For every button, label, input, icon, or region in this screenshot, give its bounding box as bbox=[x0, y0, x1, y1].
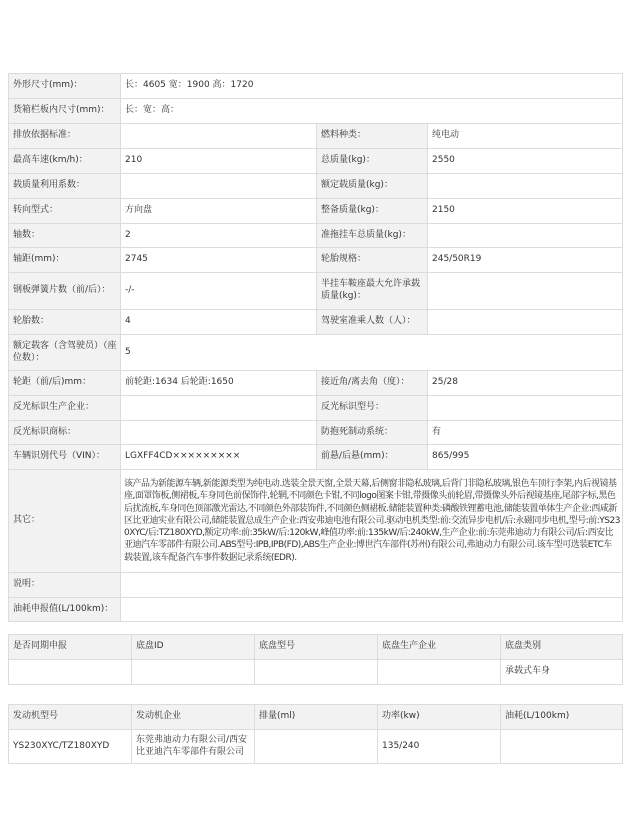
reflect-brand-label: 反光标识商标： bbox=[9, 421, 121, 445]
chassis-header-row bbox=[9, 635, 623, 660]
curb-mass-label: 整备质量(kg)： bbox=[317, 199, 428, 224]
chassis-model-value bbox=[255, 660, 378, 685]
reflect-brand-value bbox=[121, 421, 317, 445]
other-label: 其它： bbox=[9, 470, 121, 573]
steering-value: 方向盘 bbox=[121, 199, 317, 224]
spec-row-emission bbox=[9, 124, 623, 149]
engine-header-power: 功率(kw) bbox=[378, 705, 501, 730]
chassis-header-model: 底盘型号 bbox=[255, 635, 378, 660]
angle-value: 25/28 bbox=[428, 371, 623, 396]
angle-label: 接近角/离去角（度）： bbox=[317, 371, 428, 396]
tire-label: 轮胎规格： bbox=[317, 248, 428, 273]
spec-row-steering bbox=[9, 199, 623, 224]
tire-value: 245/50R19 bbox=[428, 248, 623, 273]
curb-mass-value: 2150 bbox=[428, 199, 623, 224]
engine-header-row bbox=[9, 705, 623, 730]
chassis-type-value: 承载式车身 bbox=[501, 660, 623, 685]
dims-label: 外形尺寸(mm)： bbox=[9, 74, 121, 99]
rated-load-label: 额定载质量(kg)： bbox=[317, 174, 428, 199]
emission-label: 排放依据标准： bbox=[9, 124, 121, 149]
trailer-mass-value bbox=[428, 224, 623, 248]
spec-row-spring bbox=[9, 273, 623, 310]
axles-value: 2 bbox=[121, 224, 317, 248]
chassis-header-sync: 是否同期申报 bbox=[9, 635, 132, 660]
spec-row-axles bbox=[9, 224, 623, 248]
spec-row-vin bbox=[9, 445, 623, 470]
other-value: 该产品为新能源车辆,新能源类型为纯电动.选装全景天窗,全景天幕,后侧窗非隐私玻璃,后背门非隐私玻璃,银色车顶行李架,内后视镜基座,面罩饰板,侧裙板,车身同色前保饰件,轮辋,不同颜色卡钳,不同logo图案卡钳,带摄像头前轮眉,带摄像头外后视镜基座,尾部字标,黑色后扰流板,车身同色顶部激光雷达,不同颜色外部装饰件,不同颜色侧裙板.储能装置种类:磷酸铁锂蓄电池,储能装置单体生产企业:西咸新区比亚迪实业有限公司,储能装置总成生产企业:西安弗迪电池有限公司.驱动电机类型:前:交流异步电机/后:永磁同步电机,型号:前:YS230XYC/后:TZ180XYD,额定功率:前:35kW/后:120kW,峰值功率:前:135kW/后:240kW,生产企业:前:东莞弗迪动力有限公司/后:西安比亚迪汽车零部件有限公司.ABS型号:IPB,IPB(FD),ABS生产企业:博世汽车部件(苏州)有限公司,弗迪动力有限公司.该车型可选装ETC车载装置,该车配备汽车事件数据记录系统(EDR). bbox=[121, 470, 623, 573]
saddle-label: 半挂车鞍座最大允许承载质量(kg)： bbox=[317, 273, 428, 310]
spec-row-wheelbase bbox=[9, 248, 623, 273]
axles-label: 轴数： bbox=[9, 224, 121, 248]
steering-label: 转向型式： bbox=[9, 199, 121, 224]
reflect-model-label: 反光标识型号： bbox=[317, 396, 428, 421]
passengers-label: 额定载客（含驾驶员）（座位数）： bbox=[9, 335, 121, 371]
chassis-table bbox=[8, 634, 623, 685]
emission-value bbox=[121, 124, 317, 149]
overhang-label: 前悬/后悬(mm)： bbox=[317, 445, 428, 470]
spec-row-dimensions bbox=[9, 74, 623, 99]
wheelbase-value: 2745 bbox=[121, 248, 317, 273]
tires-count-label: 轮胎数： bbox=[9, 310, 121, 335]
speed-label: 最高车速(km/h)： bbox=[9, 149, 121, 174]
fuel-consumption-label: 油耗申报值(L/100km)： bbox=[9, 598, 121, 622]
engine-data-row bbox=[9, 730, 623, 764]
abs-value: 有 bbox=[428, 421, 623, 445]
spec-row-load bbox=[9, 174, 623, 199]
fuel-value: 纯电动 bbox=[428, 124, 623, 149]
spec-row-cargo bbox=[9, 99, 623, 124]
vin-label: 车辆识别代号（VIN）： bbox=[9, 445, 121, 470]
spec-row-track bbox=[9, 371, 623, 396]
reflect-maker-value bbox=[121, 396, 317, 421]
spec-row-other bbox=[9, 470, 623, 573]
saddle-value bbox=[428, 273, 623, 310]
track-value: 前轮距:1634 后轮距:1650 bbox=[121, 371, 317, 396]
load-coef-label: 载质量利用系数： bbox=[9, 174, 121, 199]
vin-value: LGXFF4CD××××××××× bbox=[121, 445, 317, 470]
spec-row-note bbox=[9, 573, 623, 598]
cab-value bbox=[428, 310, 623, 335]
engine-header-model: 发动机型号 bbox=[9, 705, 132, 730]
speed-value: 210 bbox=[121, 149, 317, 174]
wheelbase-label: 轴距(mm)： bbox=[9, 248, 121, 273]
chassis-maker-value bbox=[378, 660, 501, 685]
chassis-header-type: 底盘类别 bbox=[501, 635, 623, 660]
load-coef-value bbox=[121, 174, 317, 199]
chassis-id-value bbox=[132, 660, 255, 685]
engine-consumption-value bbox=[501, 730, 623, 764]
spec-row-fuel-consumption bbox=[9, 598, 623, 622]
chassis-header-maker: 底盘生产企业 bbox=[378, 635, 501, 660]
chassis-header-id: 底盘ID bbox=[132, 635, 255, 660]
vehicle-spec-table bbox=[8, 73, 623, 622]
passengers-value: 5 bbox=[121, 335, 623, 371]
trailer-mass-label: 准拖挂车总质量(kg)： bbox=[317, 224, 428, 248]
spec-row-passengers bbox=[9, 335, 623, 371]
spec-row-reflect bbox=[9, 396, 623, 421]
engine-maker-value: 东莞弗迪动力有限公司/西安比亚迪汽车零部件有限公司 bbox=[132, 730, 255, 764]
total-mass-label: 总质量(kg)： bbox=[317, 149, 428, 174]
spring-label: 钢板弹簧片数（前/后）： bbox=[9, 273, 121, 310]
cargo-value: 长：宽：高： bbox=[121, 99, 623, 124]
cab-label: 驾驶室准乘人数（人）： bbox=[317, 310, 428, 335]
spec-row-speed bbox=[9, 149, 623, 174]
fuel-consumption-value bbox=[121, 598, 623, 622]
engine-header-displacement: 排量(ml) bbox=[255, 705, 378, 730]
reflect-model-value bbox=[428, 396, 623, 421]
note-value bbox=[121, 573, 623, 598]
spring-value: -/- bbox=[121, 273, 317, 310]
cargo-label: 货箱栏板内尺寸(mm)： bbox=[9, 99, 121, 124]
engine-header-maker: 发动机企业 bbox=[132, 705, 255, 730]
chassis-data-row bbox=[9, 660, 623, 685]
fuel-label: 燃料种类： bbox=[317, 124, 428, 149]
spec-row-abs bbox=[9, 421, 623, 445]
total-mass-value: 2550 bbox=[428, 149, 623, 174]
engine-model-value: YS230XYC/TZ180XYD bbox=[9, 730, 132, 764]
reflect-maker-label: 反光标识生产企业： bbox=[9, 396, 121, 421]
note-label: 说明： bbox=[9, 573, 121, 598]
spec-row-tires bbox=[9, 310, 623, 335]
engine-header-consumption: 油耗(L/100km) bbox=[501, 705, 623, 730]
abs-label: 防抱死制动系统： bbox=[317, 421, 428, 445]
engine-table bbox=[8, 704, 623, 764]
tires-count-value: 4 bbox=[121, 310, 317, 335]
engine-displacement-value bbox=[255, 730, 378, 764]
rated-load-value bbox=[428, 174, 623, 199]
engine-power-value: 135/240 bbox=[378, 730, 501, 764]
chassis-sync-value bbox=[9, 660, 132, 685]
overhang-value: 865/995 bbox=[428, 445, 623, 470]
dims-value: 长：4605 宽：1900 高：1720 bbox=[121, 74, 623, 99]
track-label: 轮距（前/后)mm： bbox=[9, 371, 121, 396]
